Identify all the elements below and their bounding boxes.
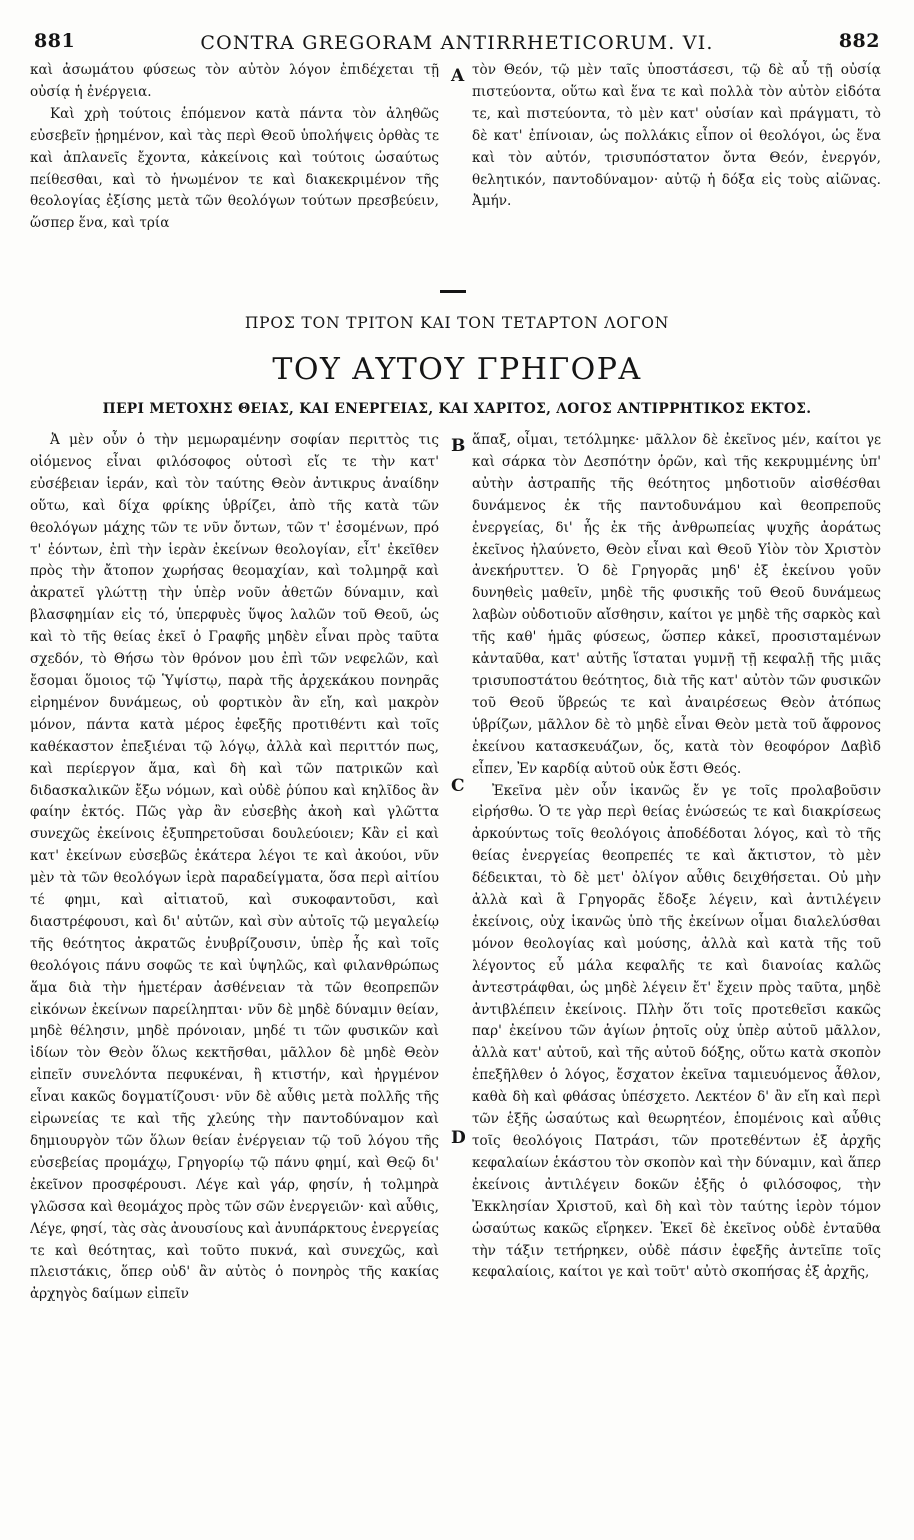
paragraph: Ἐκεῖνα μὲν οὖν ἱκανῶς ἔν γε τοῖς προλαβοῦσιν εἰρήσθω. Ὁ τε γὰρ περὶ θείας ἑνώσεώς τε καὶ διακρίσεως ἀρκούντως τοῖς θεολόγοις ἀποδέδοται λόγος, καὶ τὸ τῆς θείας ἐνεργείας θεοπρεπές τε καὶ ἄκτιστον, τὸ μὲν δέδεικται, τὸ δὲ μετ' ὀλίγον αὖθις δειχθήσεται. Οὐ μὴν ἀλλὰ καὶ ἃ Γρηγορᾶς ἔδοξε λέγειν, καὶ ἀντιλέγειν ἐκείνοις, οὐχ ἱκανῶς ὑπὸ τῆς ἐκείνων οἶμαι διαλελύσθαι μόνον θεολογίας καὶ μούσης, ἀλλὰ καὶ κατὰ τῆς τοῦ λέγοντος εὖ μάλα κεφαλῆς τε καὶ διανοίας καλῶς ἀντεστράφθαι, ὡς μηδὲ λέγειν ἔτ' ἔχειν πρὸς ταῦτα, μηδὲ ἀντιβλέπειν ἐκείνοις. Πλὴν ὅτι τοῖς προτεθεῖσι κακῶς παρ' ἐκείνου τῶν ἁγίων ῥητοῖς οὐχ ὑπὲρ αὐτοῦ μᾶλλον, ἀλλὰ κατ' αὐτοῦ, καὶ τῆς αὐτοῦ δόξης, οὕτω κατὰ σκοπὸν ἐπεξῆλθεν ὁ λόγος, ἔσχατον ἐκεῖνα ταμιευόμενος ἆθλον, καθὰ δὴ καὶ φθάσας ὑπέσχετο. Λεκτέον δ' ἂν εἴη καὶ περὶ τῶν ἑξῆς ὡσαύτως καὶ θεωρητέον, ἑπομένοις καὶ αὖθις τοῖς θεολόγοις Πατράσι, τῶν προτεθέντων ἐξ ἀρχῆς κεφαλαίων ἑκάστου τὸν σκοπὸν καὶ τὴν δύναμιν, καὶ ἅπερ ἐκείνοις ἀντιλέγειν δοκῶν ἐξῆς ὁ φιλόσοφος, τὴν Ἐκκλησίαν Χριστοῦ, καὶ δὴ καὶ τὸν ταύτης ἱερὸν τόμον ὡσαύτως κακῶς εἴρηκεν. Ἐκεῖ δὲ ἐκεῖνος οὐδὲ ἐνταῦθα τὴν τάξιν τετήρηκεν, οὐδὲ πάσιν ἐφεξῆς ἀντεῖπε τοῖς κεφαλαίοις, καίτοι γε καὶ τοῦτ' αὐτὸ σκοπήσας ἐξ ἀρχῆς, (472, 782, 881, 1281)
paragraph: Ἀ μὲν οὖν ὁ τὴν μεμωραμένην σοφίαν περιττὸς τις οἰόμενος εἶναι φιλόσοφος οὑτοσὶ εἴς τε τὴν κατ' εὐσέβειαν ἱεράν, καὶ τὸν ταύτης Θεὸν ἀντικρυς ἀναίδην οὕτω, καὶ δίχα φρίκης ὑβρίζει, ἀπὸ τῆς κατὰ τῶν θεολόγων μάχης τῶν τε νῦν ὄντων, τῶν τ' ἐσομένων, πρό τ' ἐόντων, ἐπὶ τὴν ἱερὰν ἐκείνων θεολογίαν, εἶτ' ἐκεῖθεν πρὸς τὴν ἄτοπον χωρήσας θεομαχίαν, καὶ τολμηρᾷ καὶ ἀκρατεῖ γλώττῃ τὴν ὑπὲρ νοῦν ἀθετῶν δύναμιν, καὶ βλασφημίαν εἰς τό, ὑπερφυὲς ὕψος λαλῶν τοῦ Θεοῦ, ὡς καὶ τὸ τῆς θείας ἐκεῖ ὁ Γραφῆς μηδὲν εἶναι πρὸς ταῦτα σχεδόν, τὸ Θήσω τὸν θρόνον μου ἐπὶ τῶν νεφελῶν, καὶ ἔσομαι ὅμοιος τῷ Ὑψίστῳ, παρὰ τῆς ἀρχεκάκου πονηρᾶς εἰρημένον δυνάμεως, οὐ φορτικὸν ἂν εἴη, καὶ μακρὸν μόνον, πάντα κατὰ μέρος ἐφεξῆς προτιθέντι καὶ τοῖς καθέκαστον ἐπεξιέναι τῷ λόγῳ, ἀλλὰ καὶ περιττόν πως, καὶ περίεργον ἅμα, καὶ δὴ καὶ τῶν πατρικῶν καὶ διδασκαλικῶν ἔξω νόμων, καὶ οὐδὲ ῥύπου καὶ κηλῖδος ἂν φαίην ἐκτός. Πῶς γὰρ ἂν εὐσεβὴς ἀκοὴ καὶ γλῶττα συνεχῶς ἐκείνοις ἐξυπηρετοῦσαι δουλεύοιεν; Κἂν εἰ καὶ κατ' ἐκείνων εὐσεβῶς ἑκάτερα λέγοι τε καὶ ἀκούοι, νῦν μὲν τὰ τῶν θεολόγων ἱερὰ παραδείγματα, ὅσα περὶ αἰτίου τέ φημι, καὶ αἰτιατοῦ, καὶ συκοφαντοῦσι, καὶ διαστρέφουσι, καὶ δι' αὐτῶν, καὶ σὺν αὐτοῖς τῷ μεγαλείῳ τῆς θεότητος ἀκρατῶς ἐνυβρίζουσιν, ὑπὲρ ἧς καὶ τοῖς θεολόγοις πάνυ σοφῶς τε καὶ ὑψηλῶς, καὶ φιλανθρώπως ἅμα διὰ τὴν ἡμετέραν ἀσθένειαν τὰ τῶν θεοπρεπῶν εἰκόνων ἐκείνων παρείληπται· νῦν δὲ μηδὲ δύναμιν θείαν, μηδὲ θέλησιν, μηδὲ πρόνοιαν, μηδέ τι τῶν φυσικῶν καὶ ἰδίων τὸν Θεὸν ὅλως κεκτῆσθαι, μᾶλλον δὲ μηδὲ Θεὸν εἰπεῖν συνελόντα πεφυκέναι, ἢ κτιστήν, καὶ ἠργμένον εἶναι κακῶς δογματίζουσι· νῦν δὲ αὖθις μετὰ πολλῆς τῆς εἰρωνείας τε καὶ τῆς χλεύης τὴν παντοδύναμον καὶ δημιουργὸν τῶν ὅλων θείαν ἐνέργειαν τῷ τοῦ λόγου τῆς εὐσεβείας προμάχῳ, Γρηγορίῳ τῷ πάνυ φημί, καὶ Θεῷ δι' ἐκεῖνον προσφέρουσι. Λέγε καὶ γάρ, φησίν, ἡ τολμηρὰ γλῶσσα καὶ θεομάχος πρὸς τῶν σῶν ἐνεργειῶν· καὶ αὖθις, Λέγε, φησί, τὰς σὰς ἀνουσίους καὶ ἀνυπάρκτους ἐνεργείας τε καὶ θεότητας, καὶ τοῦτο πυκνά, καὶ συνεχῶς, καὶ πλειστάκις, ὅπερ οὐδ' ἂν αὐτὸς ὁ πονηρὸς τῆς κακίας ἀρχηγὸς δαίμων εἰπεῖν (30, 432, 439, 1303)
main-left-column (30, 430, 439, 1510)
margin-marker-d: D (451, 1128, 466, 1148)
paragraph: τὸν Θεόν, τῷ μὲν ταῖς ὑποστάσεσι, τῷ δὲ αὖ τῇ οὐσίᾳ πιστεύοντα, οὕτω καὶ ἕνα τε καὶ πολλὰ τὸν αὐτὸν εἰδότα τε, καὶ πιστεύοντα, τὸ μὲν κατ' οὐσίαν καὶ πράγματι, τὸ δὲ κατ' ἐπίνοιαν, ὡς πολλάκις εἶπον οἱ θεολόγοι, ὡς ἕνα καὶ τὸν αὐτόν, τρισυπόστατον ὄντα Θεόν, ἐνεργόν, θελητικόν, παντοδύναμον· αὐτῷ ἡ δόξα εἰς τοὺς αἰῶνας. Ἀμήν. (472, 62, 881, 210)
running-header (34, 30, 880, 54)
section-heading-author: ΤΟΥ ΑΥΤΟΥ ΓΡΗΓΟΡΑ (272, 352, 642, 387)
paragraph: καὶ ἀσωμάτου φύσεως τὸν αὐτὸν λόγον ἐπιδέχεται τῇ οὐσίᾳ ἡ ἐνέργεια. (30, 62, 439, 100)
paragraph: Καὶ χρὴ τούτοις ἑπόμενον κατὰ πάντα τὸν ἀληθῶς εὐσεβεῖν ᾑρημένον, καὶ τὰς περὶ Θεοῦ ὑπολήψεις ὀρθὰς τε καὶ ἀπλανεῖς ἔχοντα, κἀκείνοις καὶ τούτοις ὡσαύτως πείθεσθαι, καὶ τὸ ἡνωμένον τε καὶ διακεκριμένον τῆς θεολογίας ἐξίσης μετὰ τῶν θεολόγων τούτων πρεσβεύειν, ὥσπερ ἕνα, καὶ τρία (30, 105, 439, 232)
page-number-left: 881 (34, 30, 76, 52)
paragraph: ἅπαξ, οἶμαι, τετόλμηκε· μᾶλλον δὲ ἐκεῖνος μέν, καίτοι γε καὶ σάρκα τὸν Δεσπότην ὁρῶν, καὶ τῆς κεκρυμμένης ὑπ' αὐτὴν ἀστραπῆς τῆς θεότητος μηδοτιοῦν αἰσθέσθαι δυνάμενος ἐκ τῆς παντοδυνάμου καὶ θεοπρεποῦς ἐνεργείας, δι' ἧς ἐκ τῆς ἀνθρωπείας ψυχῆς ἀοράτως ἐκεῖνος ἠλαύνετο, Θεὸν εἶναι καὶ Θεοῦ Υἱὸν τὸν Χριστὸν ἀνεκήρυττεν. Ὁ δὲ Γρηγορᾶς μηδ' ἐξ ἐκείνου γοῦν δυνηθεὶς μαθεῖν, μηδὲ τῆς φυσικῆς τοῦ Θεοῦ δυνάμεως λαβὼν οὐδοτιοῦν αἴσθησιν, καίτοι γε μηδὲ τῆς σαρκὸς καὶ τῆς καθ' ἡμᾶς φύσεως, ὥσπερ κἀκεῖ, προσισταμένων κἀνταῦθα, κατ' αὐτῆς ἵσταται γυμνῇ τῇ κεφαλῇ τῆς μιᾶς τρισυποστάτου θεότητος, διὰ τῆς κατ' αὐτὸν τῶν φυσικῶν τοῦ Θεοῦ ὕβρεώς τε καὶ ἀναιρέσεως Θεὸν ἀτόπως ὑβρίζων, μᾶλλον δὲ τὸ μηδὲ εἶναι Θεὸν μετὰ τοῦ ἄφρονος ἐκείνου κατασκευάζων, ὅς, κατὰ τὸν θεοφόρον Δαβὶδ εἶπεν, Ἐν καρδίᾳ αὐτοῦ οὐκ ἔστι Θεός. (472, 432, 881, 777)
margin-marker-a: A (451, 66, 465, 86)
margin-marker-b: B (451, 436, 466, 456)
section-heading-line1: ΠΡΟΣ ΤΟΝ ΤΡΙΤΟΝ ΚΑΙ ΤΟΝ ΤΕΤΑΡΤΟΝ ΛΟΓΟΝ (244, 314, 670, 332)
top-right-column (472, 60, 881, 270)
section-heading-subtitle: ΠΕΡΙ ΜΕΤΟΧΗΣ ΘΕΙΑΣ, ΚΑΙ ΕΝΕΡΓΕΙΑΣ, ΚΑΙ ΧΑΡΙΤΟΣ, ΛΟΓΟΣ ΑΝΤΙΡΡΗΤΙΚΟΣ ΕΚΤΟΣ. (102, 401, 812, 417)
section-divider (440, 290, 466, 293)
page-number-right: 882 (838, 30, 880, 52)
main-right-column (472, 430, 881, 1510)
top-left-column (30, 60, 439, 270)
running-title: CONTRA GREGORAM ANTIRRHETICORUM. VI. (200, 32, 714, 54)
margin-marker-c: C (451, 776, 465, 796)
